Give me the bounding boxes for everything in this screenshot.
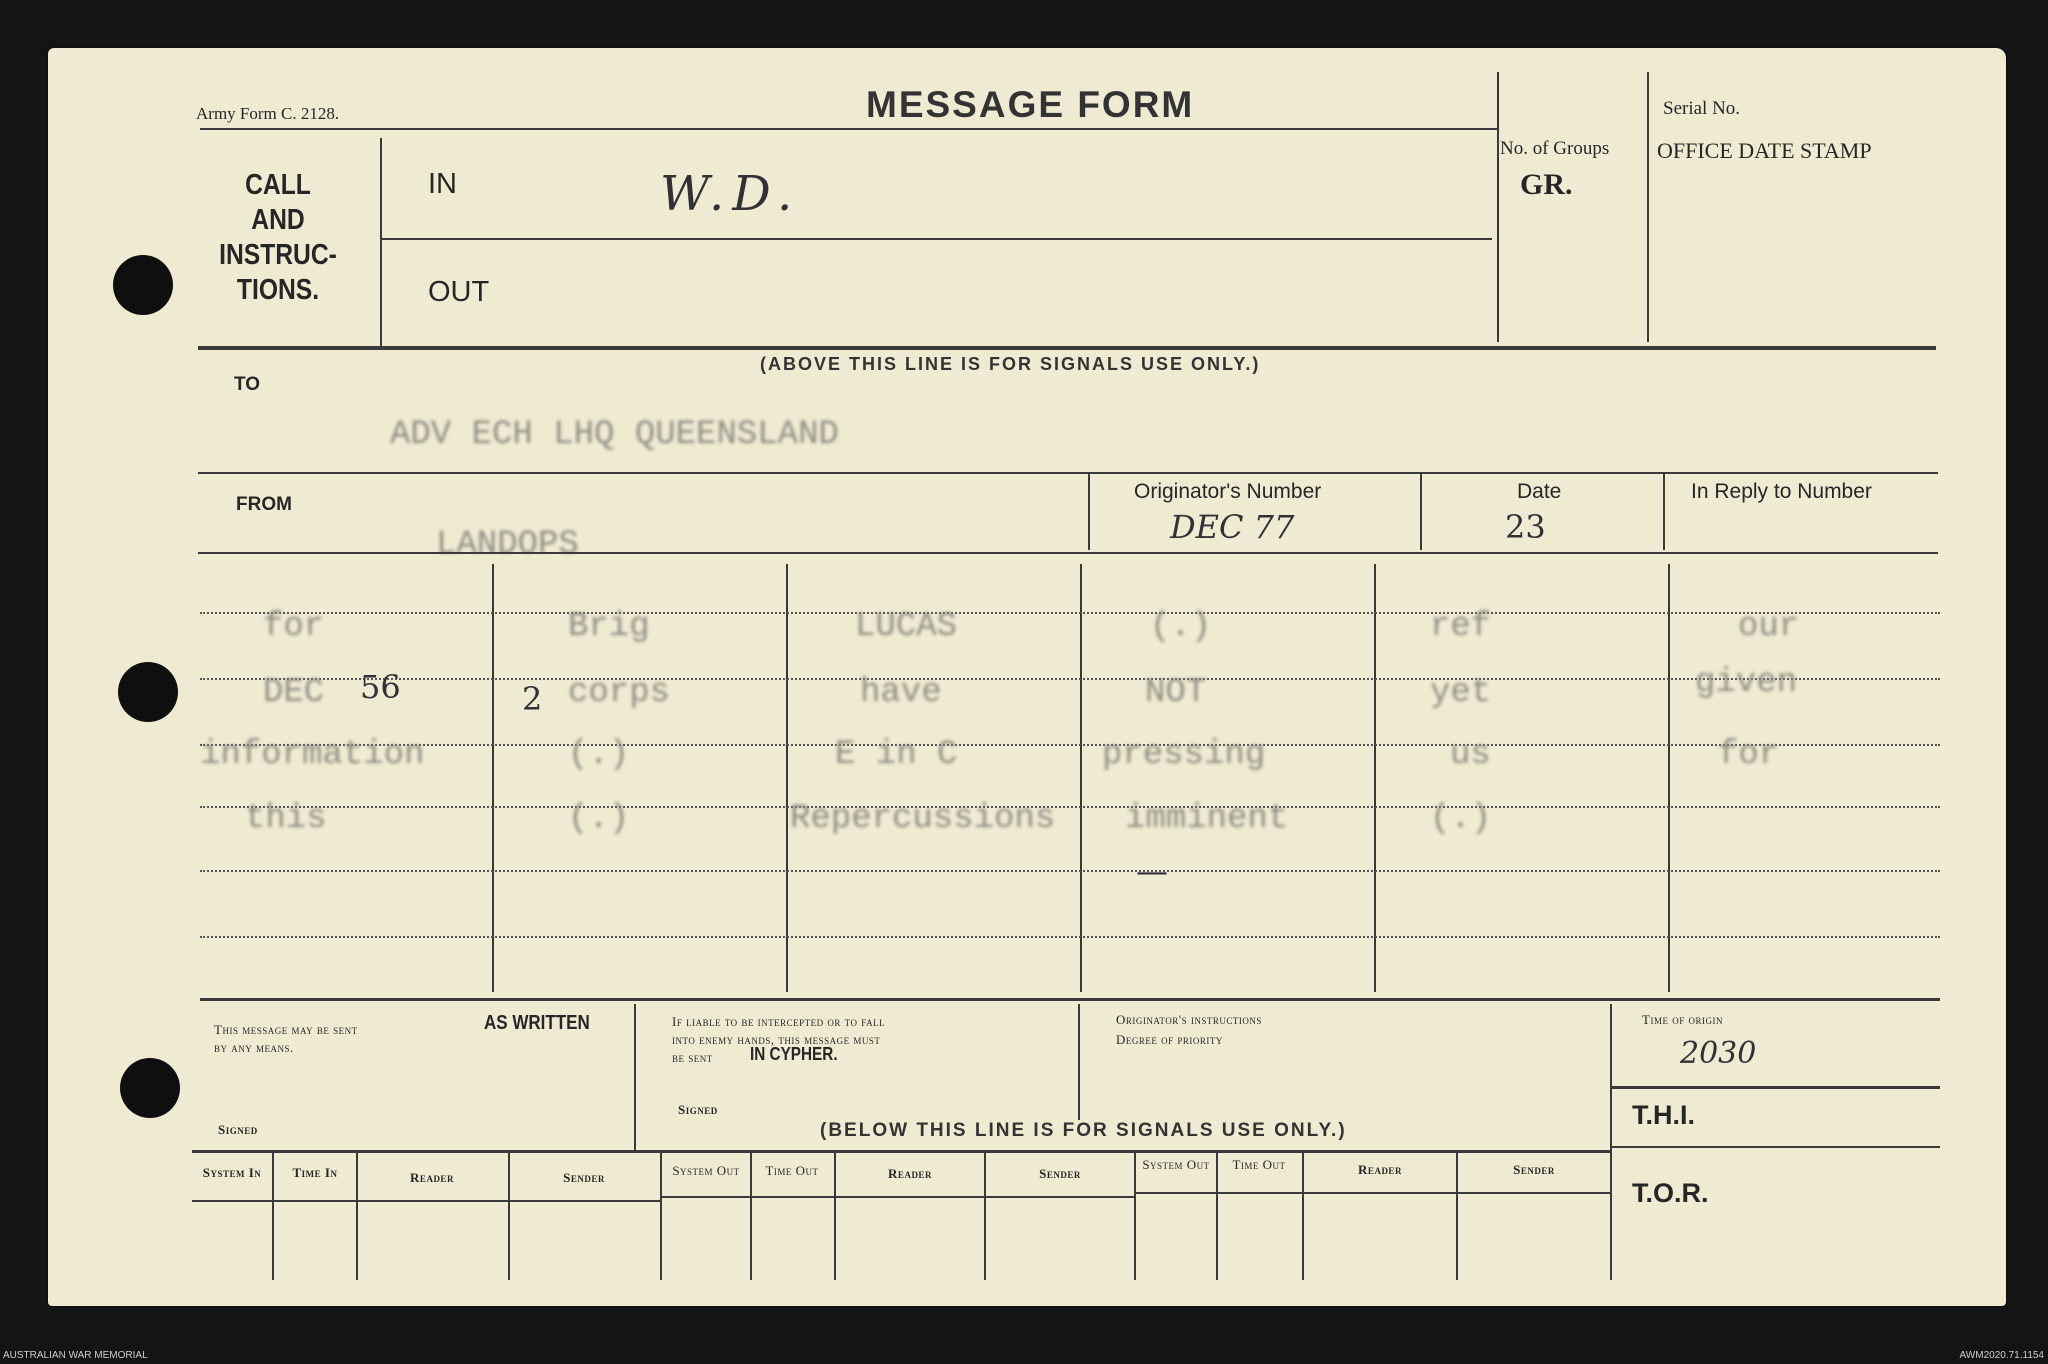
message-word: ref [1430,608,1492,646]
message-word: yet [1430,674,1492,712]
grid-col-1 [492,564,494,992]
header-divider-1 [1497,72,1499,342]
signals-notice-below: (BELOW THIS LINE IS FOR SIGNALS USE ONLY.) [820,1120,1347,1141]
tor-label: T.O.R. [1632,1178,1709,1208]
message-word: have [860,674,942,712]
to-value: ADV ECH LHQ QUEENSLAND [390,416,839,454]
sig-header: Time Out [765,1163,819,1178]
in-cypher-label: IN CYPHER. [750,1044,838,1064]
punch-hole-bottom [120,1058,180,1118]
message-word: (.) [568,736,630,774]
sig-header-rule-3 [1136,1192,1612,1194]
out-label: OUT [428,276,490,308]
thi-label: T.H.I. [1632,1100,1696,1130]
message-word: pressing [1102,736,1266,774]
sig-header: Time In [292,1165,338,1180]
message-word: Repercussions [790,800,1056,838]
grid-row-4 [200,806,1940,808]
time-of-origin-rule [1612,1086,1940,1089]
message-word: this [245,800,327,838]
sig-col-8 [1216,1152,1218,1280]
from-bottom-rule [198,552,1938,554]
message-word: corps [568,674,671,712]
as-written-label: AS WRITTEN [484,1012,590,1034]
sig-col-5 [834,1152,836,1280]
sig-col-7 [1134,1152,1136,1280]
message-word: information [200,736,425,774]
grid-row-3 [200,744,1940,746]
date-label: Date [1517,480,1562,503]
bottom-divider-1 [634,1004,636,1150]
grid-col-3 [1080,564,1082,992]
originators-number-label: Originator's Number [1134,480,1322,503]
bottom-divider-2 [1078,1004,1080,1120]
sig-header: Sender [563,1170,605,1185]
originators-instructions: Originator's instructions [1116,1012,1262,1027]
grid-row-5 [200,870,1940,872]
call-instructions-label: CALL AND INSTRUC- TIONS. [219,169,337,306]
sig-col-2 [508,1152,510,1280]
message-word: NOT [1145,674,1207,712]
sig-col-3 [660,1152,662,1280]
from-divider-2 [1420,474,1422,550]
grid-col-4 [1374,564,1376,992]
sig-header: System Out [1142,1157,1210,1172]
grid-col-5 [1668,564,1670,992]
in-label: IN [428,168,457,200]
cypher-line-2: into enemy hands, this message must [672,1032,881,1047]
date-value: 23 [1505,508,1546,546]
message-word: our [1738,608,1800,646]
message-word: LUCAS [855,608,958,646]
serial-no-label: Serial No. [1663,98,1741,119]
sig-header: Sender [1039,1166,1081,1181]
from-divider-3 [1663,474,1665,550]
as-written-prefix: This message may be sent [214,1022,358,1037]
sig-col-6 [984,1152,986,1280]
message-word: for [263,608,325,646]
footer-right: AWM2020.71.1154 [1959,1350,2044,1361]
sig-col-0 [272,1152,274,1280]
to-bottom-rule [198,472,1938,474]
message-word: us [1450,736,1491,774]
sig-col-9 [1302,1152,1304,1280]
header-divider-2 [1647,72,1649,342]
grid-bottom-rule [200,998,1940,1001]
form-title: MESSAGE FORM [866,84,1195,125]
sig-header: System In [202,1165,262,1180]
message-word: (.) [1150,608,1212,646]
sig-header: Reader [1358,1162,1402,1177]
message-word: given [1695,664,1798,702]
in-value-handwritten: W.D. [660,166,801,222]
punch-hole-middle [118,662,178,722]
sig-col-1 [356,1152,358,1280]
originators-number-value: DEC 77 [1170,508,1295,546]
time-of-origin-value: 2030 [1680,1036,1757,1071]
in-reply-label: In Reply to Number [1691,480,1872,503]
sig-col-10 [1456,1152,1458,1280]
from-divider-1 [1088,474,1090,550]
sig-header-rule-1 [192,1200,660,1202]
office-date-stamp-label: OFFICE DATE STAMP [1657,138,1872,163]
gr-label: GR. [1520,168,1573,201]
message-word: imminent [1125,800,1289,838]
handwritten-number-56: 56 [360,668,401,706]
in-out-rule [382,238,1492,240]
header-rule [200,128,1497,130]
call-divider [380,138,382,346]
message-word: (.) [1430,800,1492,838]
signals-notice-above: (ABOVE THIS LINE IS FOR SIGNALS USE ONLY.) [760,354,1261,374]
thi-rule [1612,1146,1940,1148]
degree-of-priority: Degree of priority [1116,1032,1223,1047]
signed-label-1: Signed [218,1122,258,1137]
sig-header: System Out [672,1163,740,1178]
footer-left: AUSTRALIAN WAR MEMORIAL [3,1350,148,1361]
sig-header: Sender [1513,1162,1555,1177]
sig-header: Time Out [1232,1157,1286,1172]
message-word: (.) [568,800,630,838]
message-word: Brig [568,608,650,646]
message-word: E in C [835,736,958,774]
from-label: FROM [236,494,292,515]
message-word: for [1718,736,1780,774]
handwritten-number-2: 2 [522,680,543,718]
cypher-line-1: If liable to be intercepted or to fall [672,1014,886,1029]
sig-header-rule-2 [662,1196,1134,1198]
to-label: TO [234,374,261,395]
grid-row-1 [200,612,1940,614]
time-of-origin-label: Time of origin [1642,1012,1723,1027]
sig-header: Reader [888,1166,932,1181]
grid-row-2 [200,678,1940,680]
sig-header: Reader [410,1170,454,1185]
signals-bottom-rule [192,1150,1612,1153]
signals-top-rule [198,346,1936,350]
no-of-groups-label: No. of Groups [1500,138,1610,159]
sig-col-4 [750,1152,752,1280]
cypher-line-3: be sent [672,1050,713,1065]
grid-row-6 [200,936,1940,938]
punch-hole-top [113,255,173,315]
message-word: DEC [263,674,325,712]
grid-col-2 [786,564,788,992]
bottom-divider-3 [1610,1004,1612,1280]
form-number: Army Form C. 2128. [196,104,340,123]
handwritten-dash: — [1136,852,1168,890]
signed-label-2: Signed [678,1102,718,1117]
by-any-means: by any means. [214,1040,294,1055]
from-value: LANDOPS [436,526,579,564]
